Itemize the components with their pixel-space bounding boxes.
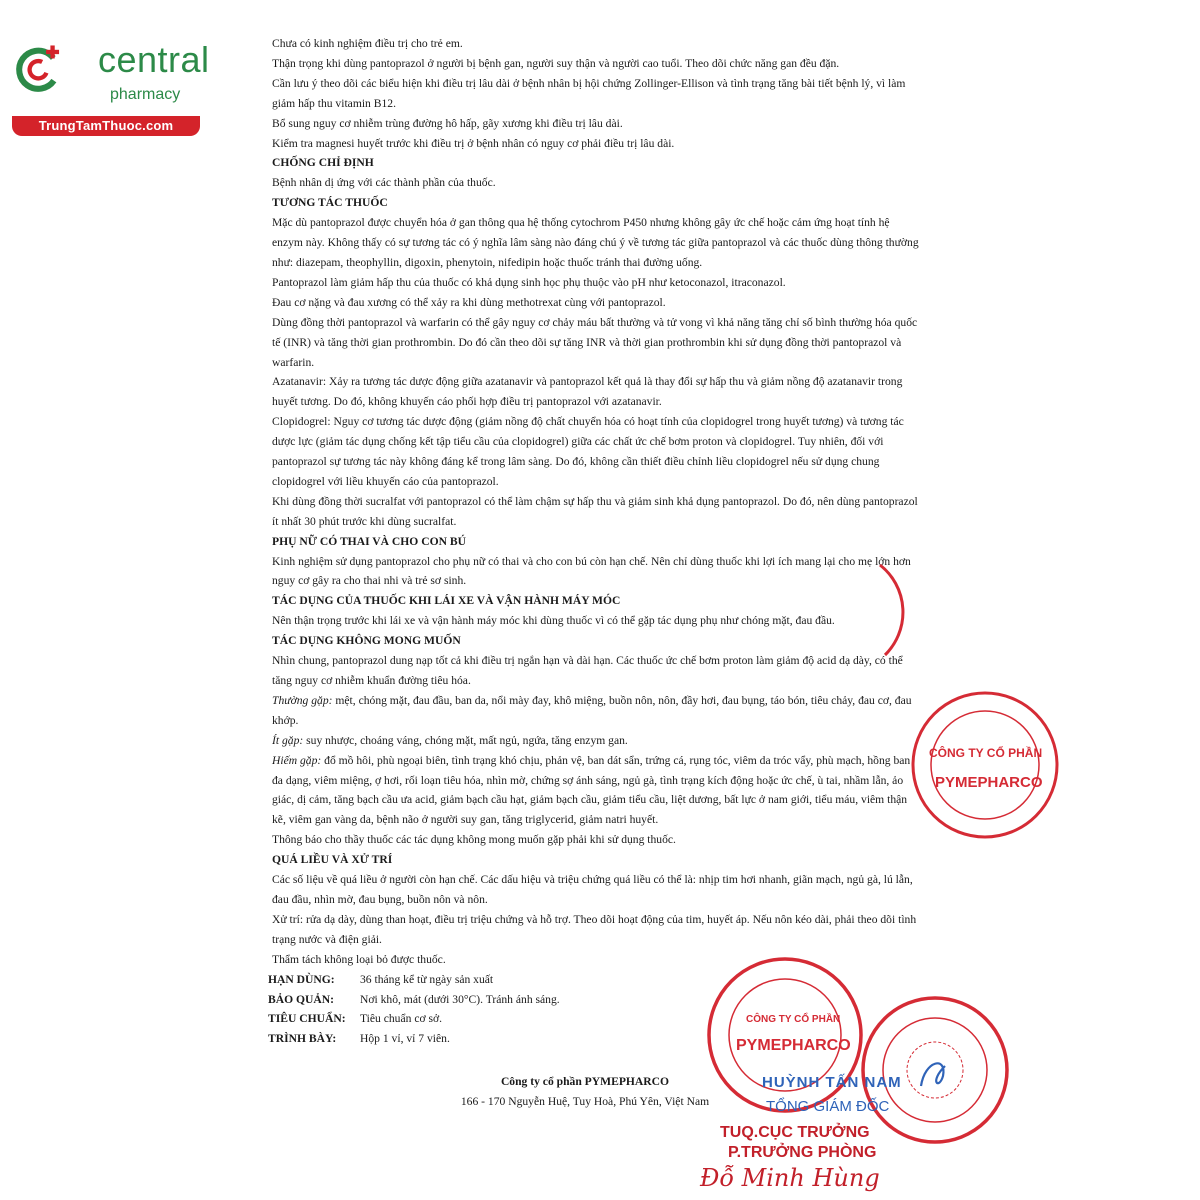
brand-name: central — [98, 39, 210, 80]
frequency-label: Thường gặp: — [272, 693, 333, 707]
paragraph: Kiểm tra magnesi huyết trước khi điều trị ở bệnh nhân có nguy cơ phải điều trị lâu dài. — [272, 136, 675, 150]
paragraph: Thẩm tách không loại bỏ được thuốc. — [272, 952, 446, 966]
signer-title: TỔNG GIÁM ĐỐC — [766, 1098, 890, 1115]
paragraph: Clopidogrel: Nguy cơ tương tác dược động (giảm nồng độ chất chuyển hóa có hoạt tính của clopidogrel trong huyết tương) và tương tác dược lực (giảm tác dụng chống kết tập tiểu cầu của clopidogrel) giữa các chất ức chế bơm proton và clopidogrel. Tuy nhiên, đối với pantoprazol sự tương tác này không đáng kể trong lâm sàng. Do đó, không cần thiết điều chỉnh liều clopidogrel nếu sử dụng chung clopidogrel với liều khuyến cáo của pantoprazol. — [272, 415, 904, 488]
paragraph — [272, 751, 920, 831]
spec-key: HẠN DÙNG: — [268, 972, 335, 986]
paragraph: Dùng đồng thời pantoprazol và warfarin có thể gây nguy cơ chảy máu bất thường và tử vong vì khả năng tăng chỉ số bình thường hóa quốc tế (INR) và tăng thời gian prothrombin. Do đó cần theo dõi sự tăng INR và thời gian prothrombin khi sử dụng đồng thời pantoprazol và warfarin. — [272, 315, 918, 369]
spec-value: Hộp 1 vỉ, vỉ 7 viên. — [360, 1032, 450, 1046]
company-stamp-mid — [905, 685, 1043, 845]
frequency-label: Hiếm gặp: — [272, 753, 322, 767]
paragraph: Chưa có kinh nghiệm điều trị cho trẻ em. — [272, 37, 463, 50]
spec-value: 36 tháng kể từ ngày sản xuất — [360, 972, 494, 986]
spec-key: TIÊU CHUẨN: — [268, 1012, 346, 1026]
section-heading: TÁC DỤNG CỦA THUỐC KHI LÁI XE VÀ VẬN HÀNH MÁY MÓC — [272, 594, 621, 608]
dept-line-2: P.TRƯỞNG PHÒNG — [728, 1144, 877, 1161]
stamp-inner-text: CÔNG TY CỔ PHẦN — [746, 1014, 841, 1025]
company-block — [440, 1072, 730, 1112]
central-pharmacy-logo — [10, 38, 220, 138]
paragraph: Pantoprazol làm giảm hấp thu của thuốc có khả dụng sinh học phụ thuộc vào pH như ketoconazol, itraconazol. — [272, 275, 786, 289]
paragraph: Bệnh nhân dị ứng với các thành phần của thuốc. — [272, 176, 496, 190]
brand-subtitle: pharmacy — [110, 86, 181, 103]
brand-website: TrungTamThuoc.com — [12, 116, 200, 136]
frequency-text: suy nhược, choáng váng, chóng mặt, mất ngủ, ngứa, tăng enzym gan. — [303, 733, 628, 747]
paragraph: Thận trọng khi dùng pantoprazol ở người bị bệnh gan, người suy thận và người cao tuổi. Theo dõi chức năng gan đều đặn. — [272, 56, 840, 70]
frequency-label: Ít gặp: — [272, 733, 304, 747]
frequency-text: đổ mồ hôi, phù ngoại biên, tình trạng khó chịu, phản vệ, ban dát sẩn, trứng cá, rụng tóc, viêm da tróc vẩy, phù mạch, hồng ban đa dạng, viêm miệng, ợ hơi, rối loạn tiêu hóa, nhìn mờ, chứng sợ ánh sáng, ngủ gà, tình trạng kích động hoặc ức chế, ù tai, nhầm lẫn, ảo giác, dị cảm, tăng bạch cầu ưa acid, giảm bạch cầu hạt, giảm bạch cầu, giảm tiểu cầu, liệt dương, bất lực ở nam giới, tiểu máu, viêm thận kẽ, viêm gan vàng da, bệnh não ở người suy gan, tăng triglycerid, giảm natri huyết. — [272, 753, 911, 827]
stamp-center-text: PYMEPHARCO — [736, 1037, 851, 1054]
paragraph: Nên thận trọng trước khi lái xe và vận hành máy móc khi dùng thuốc vì có thể gặp tác dụng phụ như chóng mặt, đau đầu. — [272, 614, 835, 628]
ministry-seal — [855, 990, 1015, 1150]
spec-value: Tiêu chuẩn cơ sở. — [360, 1012, 443, 1026]
spec-key: BẢO QUẢN: — [268, 992, 335, 1006]
company-stamp-main — [700, 950, 870, 1120]
central-pharmacy-mark-icon — [14, 42, 66, 94]
frequency-text: mệt, chóng mặt, đau đầu, ban da, nổi mày đay, khô miệng, buồn nôn, nôn, đầy hơi, đau bụng, táo bón, tiêu chảy, đau cơ, đau khớp. — [272, 693, 912, 727]
paragraph: Nhìn chung, pantoprazol dung nạp tốt cả khi điều trị ngắn hạn và dài hạn. Các thuốc ức chế bơm proton làm giảm độ acid dạ dày, có thể tăng nguy cơ nhiễm khuẩn đường tiêu hóa. — [272, 654, 903, 687]
partial-stamp-arc — [870, 560, 930, 660]
paragraph: Cần lưu ý theo dõi các biểu hiện khi điều trị lâu dài ở bệnh nhân bị hội chứng Zollinger-Ellison và tình trạng tăng bài tiết bệnh lý, vì làm giảm hấp thu vitamin B12. — [272, 76, 906, 110]
paragraph: Thông báo cho thầy thuốc các tác dụng không mong muốn gặp phải khi sử dụng thuốc. — [272, 833, 676, 847]
section-heading: CHỐNG CHỈ ĐỊNH — [272, 156, 374, 170]
signer-name: HUỲNH TẤN NAM — [762, 1074, 902, 1091]
paragraph: Azatanavir: Xảy ra tương tác dược động giữa azatanavir và pantoprazol kết quả là thay đổi sự hấp thu và giảm nồng độ azatanavir trong huyết tương. Do đó, không khuyến cáo phối hợp điều trị pantoprazol với azatanavir. — [272, 375, 903, 409]
section-heading: TƯƠNG TÁC THUỐC — [272, 196, 388, 210]
section-heading: TÁC DỤNG KHÔNG MONG MUỐN — [272, 634, 461, 648]
spec-value: Nơi khô, mát (dưới 30°C). Tránh ánh sáng. — [360, 992, 560, 1006]
paragraph: Khi dùng đồng thời sucralfat với pantoprazol có thể làm chậm sự hấp thu và giảm sinh khả dụng pantoprazol. Do đó, nên dùng pantoprazol ít nhất 30 phút trước khi dùng sucralfat. — [272, 494, 918, 528]
stamp-inner-text: CÔNG TY CỔ PHẦN — [929, 746, 1043, 760]
paragraph: Xử trí: rửa dạ dày, dùng than hoạt, điều trị triệu chứng và hỗ trợ. Theo dõi hoạt động của tim, huyết áp. Nếu nôn kéo dài, phải theo dõi tình trạng nước và điện giải. — [272, 912, 917, 946]
company-name: Công ty cổ phần PYMEPHARCO — [500, 1075, 670, 1088]
paragraph — [272, 731, 920, 751]
section-heading: PHỤ NỮ CÓ THAI VÀ CHO CON BÚ — [272, 534, 466, 548]
paragraph — [272, 691, 920, 731]
paragraph: Bổ sung nguy cơ nhiễm trùng đường hô hấp, gãy xương khi điều trị lâu dài. — [272, 116, 623, 130]
handwritten-signature: Đỗ Minh Hùng — [700, 1164, 880, 1192]
spec-key: TRÌNH BÀY: — [268, 1032, 337, 1046]
leaflet-body — [268, 34, 920, 1049]
dept-line-1: TUQ.CỤC TRƯỞNG — [720, 1124, 870, 1141]
paragraph: Đau cơ nặng và đau xương có thể xảy ra khi dùng methotrexat cùng với pantoprazol. — [272, 295, 666, 309]
paragraph: Mặc dù pantoprazol được chuyển hóa ở gan thông qua hệ thống cytochrom P450 nhưng không gây ức chế hoặc cảm ứng hoạt tính hệ enzym này. Không thấy có sự tương tác có ý nghĩa lâm sàng nào đáng chú ý về tương tác giữa pantoprazol và các thuốc dùng thông thường như: diazepam, theophyllin, digoxin, phenytoin, nifedipin hoặc thuốc tránh thai đường uống. — [272, 216, 919, 269]
paragraph: Các số liệu về quá liều ở người còn hạn chế. Các dấu hiệu và triệu chứng quá liều có thể là: nhịp tim hơi nhanh, giãn mạch, ngủ gà, lú lẫn, đau đầu, nhìn mờ, đau bụng, buồn nôn và nôn. — [272, 873, 913, 906]
paragraph: Kinh nghiệm sử dụng pantoprazol cho phụ nữ có thai và cho con bú còn hạn chế. Nên chỉ dùng thuốc khi lợi ích mang lại cho mẹ lớn hơn nguy cơ gây ra cho thai nhi và trẻ sơ sinh. — [272, 554, 911, 588]
stamp-center-text: PYMEPHARCO — [935, 774, 1043, 791]
company-address: 166 - 170 Nguyễn Huệ, Tuy Hoà, Phú Yên, Việt Nam — [460, 1095, 710, 1108]
section-heading: QUÁ LIỀU VÀ XỬ TRÍ — [272, 853, 393, 867]
